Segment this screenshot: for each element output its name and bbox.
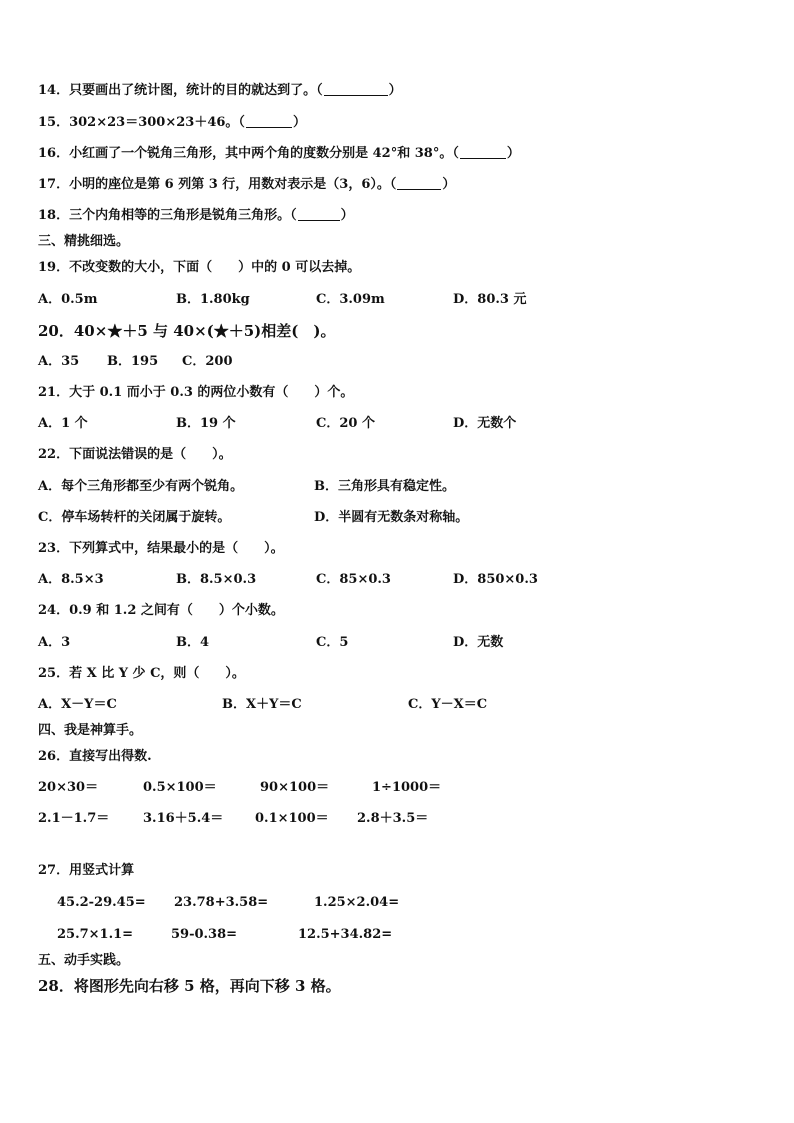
q22-option-b[interactable]: B．三角形具有稳定性。 [314, 479, 455, 494]
q25-option-a[interactable]: A．X－Y＝C [38, 697, 117, 712]
q19-option-c[interactable]: C．3.09m [316, 292, 385, 307]
q27-expression: 1.25×2.04= [314, 895, 400, 910]
q21-option-d[interactable]: D．无数个 [453, 416, 517, 431]
question-23: 23．下列算式中，结果最小的是（ ）。 [38, 541, 284, 556]
q27-expression: 59-0.38= [171, 927, 238, 942]
q27-expression: 12.5+34.82= [298, 927, 393, 942]
q22-option-a[interactable]: A．每个三角形都至少有两个锐角。 [38, 479, 244, 494]
question-18: 18．三个内角相等的三角形是锐角三角形。（ ） [38, 208, 354, 223]
q19-option-b[interactable]: B．1.80kg [176, 292, 250, 307]
section-heading-4: 四、我是神算手。 [38, 723, 143, 738]
q21-option-a[interactable]: A．1 个 [38, 416, 88, 431]
q22-option-c[interactable]: C．停车场转杆的关闭属于旋转。 [38, 510, 231, 525]
q21-option-b[interactable]: B．19 个 [176, 416, 236, 431]
question-16: 16．小红画了一个锐角三角形，其中两个角的度数分别是 42°和 38°。（ ） [38, 146, 520, 161]
answer-blank[interactable] [397, 177, 441, 190]
question-22: 22．下面说法错误的是（ ）。 [38, 447, 232, 462]
q26-expression: 2.8＋3.5＝ [357, 811, 429, 826]
q24-option-c[interactable]: C．5 [316, 635, 349, 650]
q26-expression: 90×100＝ [260, 780, 330, 795]
q27-expression: 25.7×1.1= [57, 927, 134, 942]
q27-expression: 23.78+3.58= [174, 895, 269, 910]
q26-expression: 1÷1000＝ [372, 780, 442, 795]
question-26: 26．直接写出得数. [38, 749, 152, 764]
question-21: 21．大于 0.1 而小于 0.3 的两位小数有（ ）个。 [38, 385, 354, 400]
answer-blank[interactable] [324, 83, 388, 96]
q25-option-c[interactable]: C．Y－X＝C [408, 697, 488, 712]
answer-blank[interactable] [298, 208, 340, 221]
question-20: 20．40×★＋5 与 40×(★＋5)相差( )。 [38, 322, 336, 340]
q25-option-b[interactable]: B．X＋Y＝C [222, 697, 302, 712]
q26-expression: 3.16＋5.4＝ [143, 811, 224, 826]
q19-option-a[interactable]: A．0.5m [38, 292, 98, 307]
answer-blank[interactable] [246, 115, 292, 128]
q26-expression: 0.5×100＝ [143, 780, 217, 795]
q19-option-d[interactable]: D．80.3 元 [453, 292, 527, 307]
q23-option-d[interactable]: D．850×0.3 [453, 572, 538, 587]
q27-expression: 45.2-29.45= [57, 895, 146, 910]
question-25: 25．若 X 比 Y 少 C，则（ ）。 [38, 666, 245, 681]
q23-option-b[interactable]: B．8.5×0.3 [176, 572, 257, 587]
q21-option-c[interactable]: C．20 个 [316, 416, 375, 431]
answer-blank[interactable] [460, 146, 506, 159]
q20-option-a[interactable]: A．35 [38, 354, 80, 369]
q20-option-b[interactable]: B．195 [107, 354, 159, 369]
question-17: 17．小明的座位是第 6 列第 3 行，用数对表示是（3，6）。（ ） [38, 177, 456, 192]
question-28: 28．将图形先向右移 5 格，再向下移 3 格。 [38, 977, 341, 995]
question-19: 19．不改变数的大小，下面（ ）中的 0 可以去掉。 [38, 260, 361, 275]
question-15: 15．302×23＝300×23＋46。（ ） [38, 115, 306, 130]
q24-option-a[interactable]: A．3 [38, 635, 71, 650]
q26-expression: 20×30＝ [38, 780, 99, 795]
q20-option-c[interactable]: C．200 [182, 354, 233, 369]
q23-option-a[interactable]: A．8.5×3 [38, 572, 104, 587]
section-heading-3: 三、精挑细选。 [38, 234, 130, 249]
question-24: 24．0.9 和 1.2 之间有（ ）个小数。 [38, 603, 284, 618]
q24-option-b[interactable]: B．4 [176, 635, 210, 650]
section-heading-5: 五、动手实践。 [38, 953, 130, 968]
q26-expression: 0.1×100＝ [255, 811, 329, 826]
q22-option-d[interactable]: D．半圆有无数条对称轴。 [314, 510, 469, 525]
question-14: 14．只要画出了统计图，统计的目的就达到了。（ ） [38, 83, 402, 98]
q24-option-d[interactable]: D．无数 [453, 635, 504, 650]
q23-option-c[interactable]: C．85×0.3 [316, 572, 391, 587]
question-27: 27．用竖式计算 [38, 863, 135, 878]
q26-expression: 2.1－1.7＝ [38, 811, 110, 826]
